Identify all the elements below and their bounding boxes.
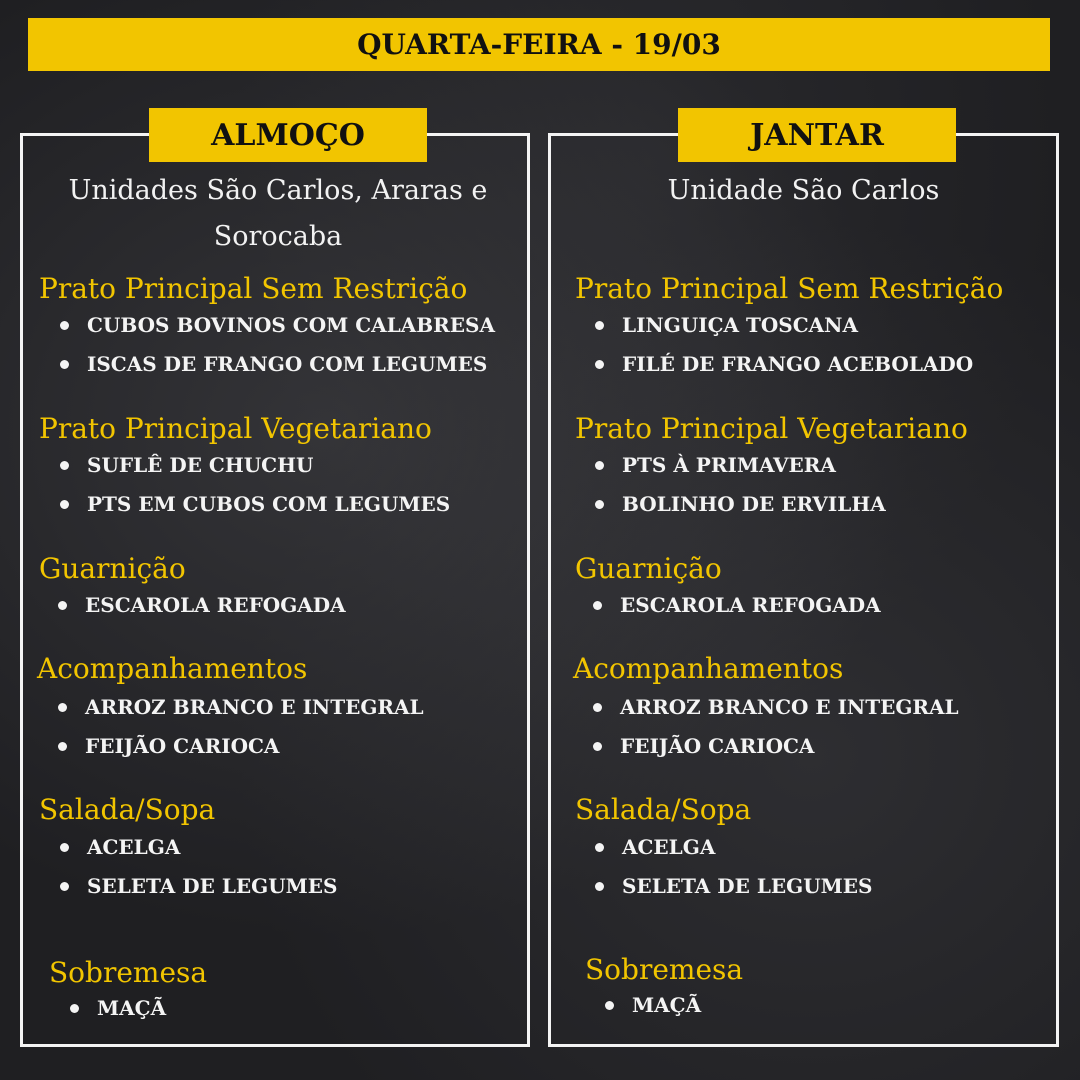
list-item: FILÉ DE FRANGO ACEBOLADO bbox=[595, 351, 973, 390]
list-item: ARROZ BRANCO E INTEGRAL bbox=[58, 694, 424, 733]
lunch-dessert-title: Sobremesa bbox=[49, 956, 208, 989]
list-item: FEIJÃO CARIOCA bbox=[593, 733, 959, 772]
lunch-salad-list bbox=[60, 834, 337, 912]
dinner-sides-list bbox=[593, 694, 959, 772]
list-item: ACELGA bbox=[595, 834, 872, 873]
dinner-units: Unidade São Carlos bbox=[667, 175, 940, 206]
lunch-dessert-list bbox=[70, 995, 166, 1034]
list-item: ACELGA bbox=[60, 834, 337, 873]
list-item: ESCAROLA REFOGADA bbox=[58, 592, 346, 631]
date-title: QUARTA-FEIRA - 19/03 bbox=[357, 28, 721, 61]
dinner-veg-list bbox=[595, 452, 886, 530]
list-item: PTS À PRIMAVERA bbox=[595, 452, 886, 491]
list-item: MAÇÃ bbox=[605, 992, 701, 1031]
dinner-salad-title: Salada/Sopa bbox=[575, 793, 752, 826]
lunch-sides-title: Acompanhamentos bbox=[37, 652, 308, 685]
dinner-garnish-title: Guarnição bbox=[575, 552, 722, 585]
lunch-salad-title: Salada/Sopa bbox=[39, 793, 216, 826]
list-item: MAÇÃ bbox=[70, 995, 166, 1034]
dinner-main-title: Prato Principal Sem Restrição bbox=[575, 272, 1004, 305]
lunch-garnish-list bbox=[58, 592, 346, 631]
list-item: CUBOS BOVINOS COM CALABRESA bbox=[60, 312, 495, 351]
dinner-dessert-list bbox=[605, 992, 701, 1031]
lunch-main-list bbox=[60, 312, 495, 390]
dinner-panel bbox=[548, 117, 1059, 1047]
list-item: SUFLÊ DE CHUCHU bbox=[60, 452, 450, 491]
dinner-dessert-title: Sobremesa bbox=[585, 953, 744, 986]
lunch-veg-title: Prato Principal Vegetariano bbox=[39, 412, 432, 445]
list-item: ARROZ BRANCO E INTEGRAL bbox=[593, 694, 959, 733]
list-item: ISCAS DE FRANGO COM LEGUMES bbox=[60, 351, 495, 390]
dinner-veg-title: Prato Principal Vegetariano bbox=[575, 412, 968, 445]
dinner-garnish-list bbox=[593, 592, 881, 631]
lunch-sides-list bbox=[58, 694, 424, 772]
dinner-main-list bbox=[595, 312, 973, 390]
list-item: PTS EM CUBOS COM LEGUMES bbox=[60, 491, 450, 530]
list-item: SELETA DE LEGUMES bbox=[60, 873, 337, 912]
lunch-garnish-title: Guarnição bbox=[39, 552, 186, 585]
list-item: SELETA DE LEGUMES bbox=[595, 873, 872, 912]
list-item: LINGUIÇA TOSCANA bbox=[595, 312, 973, 351]
lunch-main-title: Prato Principal Sem Restrição bbox=[39, 272, 468, 305]
dinner-sides-title: Acompanhamentos bbox=[573, 652, 844, 685]
lunch-panel bbox=[20, 117, 530, 1047]
lunch-veg-list bbox=[60, 452, 450, 530]
date-banner bbox=[28, 18, 1050, 71]
list-item: BOLINHO DE ERVILHA bbox=[595, 491, 886, 530]
dinner-label: JANTAR bbox=[678, 108, 956, 162]
dinner-salad-list bbox=[595, 834, 872, 912]
lunch-units: Unidades São Carlos, Araras e Sorocaba bbox=[68, 175, 488, 252]
list-item: ESCAROLA REFOGADA bbox=[593, 592, 881, 631]
list-item: FEIJÃO CARIOCA bbox=[58, 733, 424, 772]
lunch-label: ALMOÇO bbox=[149, 108, 427, 162]
